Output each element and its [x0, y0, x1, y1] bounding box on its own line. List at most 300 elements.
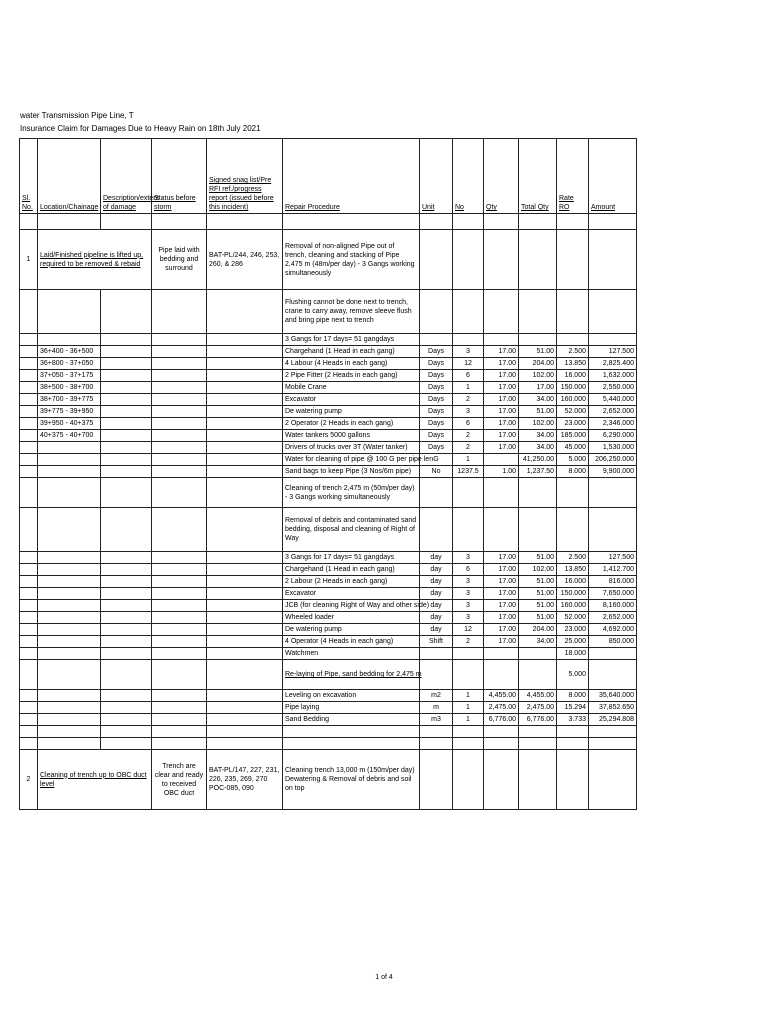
- empty-cell: [152, 738, 207, 750]
- header-row: [20, 139, 637, 214]
- empty-cell: [38, 576, 101, 588]
- empty-cell: [152, 660, 207, 690]
- table-row: [20, 442, 637, 454]
- empty-cell: [557, 508, 589, 552]
- item2-description: Cleaning of trench up to OBC duct level: [38, 750, 152, 810]
- empty-cell: [101, 508, 152, 552]
- amount-cell: 850.000: [589, 636, 637, 648]
- rate-cell: 23.000: [557, 624, 589, 636]
- repair-cell: Mobile Crane: [283, 382, 420, 394]
- empty-cell: [589, 750, 637, 810]
- empty-cell: [38, 612, 101, 624]
- total-qty-cell: 102.00: [519, 370, 557, 382]
- table-row: [20, 612, 637, 624]
- empty-cell: [589, 738, 637, 750]
- empty-cell: [152, 370, 207, 382]
- qty-cell: [484, 648, 519, 660]
- total-qty-cell: 2,475.00: [519, 702, 557, 714]
- qty-cell: 17.00: [484, 612, 519, 624]
- table-row: [20, 466, 637, 478]
- empty-cell: [20, 636, 38, 648]
- rate-cell: 185.000: [557, 430, 589, 442]
- unit-cell: No: [420, 466, 453, 478]
- qty-cell: 17.00: [484, 552, 519, 564]
- empty-cell: [207, 714, 283, 726]
- empty-cell: [101, 358, 152, 370]
- empty-cell: [420, 726, 453, 738]
- total-qty-cell: 4,455.00: [519, 690, 557, 702]
- empty-cell: [101, 552, 152, 564]
- repair-cell: 4 Labour (4 Heads in each gang): [283, 358, 420, 370]
- table-row: [20, 454, 637, 466]
- table-row: [20, 406, 637, 418]
- table-row: [20, 418, 637, 430]
- empty-cell: [152, 690, 207, 702]
- item2-snag: BAT-PL/147, 227, 231, 226, 235, 269, 270 POC-085, 090: [207, 750, 283, 810]
- empty-cell: [283, 726, 420, 738]
- qty-cell: 17.00: [484, 564, 519, 576]
- empty-cell: [152, 726, 207, 738]
- item1-sl: 1: [20, 230, 38, 290]
- empty-cell: [101, 418, 152, 430]
- amount-cell: 4,692.000: [589, 624, 637, 636]
- empty-cell: [20, 648, 38, 660]
- empty-cell: [101, 636, 152, 648]
- blank-row: [20, 726, 637, 738]
- empty-cell: [453, 750, 484, 810]
- location-cell: 37+050 - 37+175: [38, 370, 101, 382]
- empty-cell: [20, 702, 38, 714]
- empty-cell: [207, 564, 283, 576]
- rate-cell: 150.000: [557, 382, 589, 394]
- repair-cell: Drivers of trucks over 3T (Water tanker): [283, 442, 420, 454]
- unit-cell: Days: [420, 382, 453, 394]
- cleaning-note: Cleaning of trench 2,475 m (50m/per day) - 3 Gangs working simultaneously: [283, 478, 420, 508]
- empty-cell: [207, 576, 283, 588]
- table-row: [20, 624, 637, 636]
- rate-cell: 45.000: [557, 442, 589, 454]
- empty-cell: [207, 690, 283, 702]
- qty-cell: 17.00: [484, 442, 519, 454]
- empty-cell: [20, 588, 38, 600]
- unit-cell: day: [420, 552, 453, 564]
- empty-cell: [152, 346, 207, 358]
- empty-cell: [420, 508, 453, 552]
- header-no: No: [453, 139, 484, 214]
- empty-cell: [20, 478, 38, 508]
- empty-cell: [20, 600, 38, 612]
- empty-cell: [101, 624, 152, 636]
- empty-cell: [283, 738, 420, 750]
- repair-cell: Leveling on excavation: [283, 690, 420, 702]
- no-cell: 6: [453, 418, 484, 430]
- empty-cell: [101, 648, 152, 660]
- item1-description: Laid/Finished pipeline is lifted up, required to be removed & rebaid: [38, 230, 152, 290]
- empty-cell: [20, 552, 38, 564]
- empty-cell: [152, 648, 207, 660]
- empty-cell: [38, 714, 101, 726]
- amount-cell: 1,412.700: [589, 564, 637, 576]
- repair-cell: Wheeled loader: [283, 612, 420, 624]
- amount-cell: 9,900.000: [589, 466, 637, 478]
- repair-cell: JCB (for cleaning Right of Way and other side): [283, 600, 420, 612]
- rate-cell: 18.000: [557, 648, 589, 660]
- empty-cell: [589, 726, 637, 738]
- empty-cell: [101, 738, 152, 750]
- amount-cell: 1,530.000: [589, 442, 637, 454]
- table-row: [20, 394, 637, 406]
- header-qty: Qty: [484, 139, 519, 214]
- empty-cell: [20, 660, 38, 690]
- empty-cell: [152, 454, 207, 466]
- empty-cell: [453, 478, 484, 508]
- total-qty-cell: 34.00: [519, 394, 557, 406]
- repair-cell: Excavator: [283, 588, 420, 600]
- rate-cell: 8.000: [557, 690, 589, 702]
- empty-cell: [101, 394, 152, 406]
- gangs-note: 3 Gangs for 17 days= 51 gangdays: [283, 334, 420, 346]
- no-cell: 1: [453, 454, 484, 466]
- qty-cell: 17.00: [484, 394, 519, 406]
- no-cell: 12: [453, 624, 484, 636]
- repair-cell: Chargehand (1 Head in each gang): [283, 346, 420, 358]
- empty-cell: [20, 612, 38, 624]
- amount-cell: 35,640.000: [589, 690, 637, 702]
- amount-cell: 2,346.000: [589, 418, 637, 430]
- location-cell: [38, 442, 101, 454]
- empty-cell: [38, 564, 101, 576]
- qty-cell: 17.00: [484, 600, 519, 612]
- no-cell: 2: [453, 394, 484, 406]
- empty-cell: [207, 636, 283, 648]
- no-cell: [453, 648, 484, 660]
- amount-cell: [589, 648, 637, 660]
- empty-cell: [207, 588, 283, 600]
- empty-cell: [38, 702, 101, 714]
- no-cell: 2: [453, 430, 484, 442]
- repair-cell: De watering pump: [283, 624, 420, 636]
- repair-cell: Excavator: [283, 394, 420, 406]
- empty-cell: [152, 466, 207, 478]
- unit-cell: m3: [420, 714, 453, 726]
- total-qty-cell: 51.00: [519, 612, 557, 624]
- item2-row: [20, 750, 637, 810]
- table-row: [20, 564, 637, 576]
- empty-cell: [420, 738, 453, 750]
- empty-cell: [152, 418, 207, 430]
- empty-cell: [152, 406, 207, 418]
- empty-cell: [101, 382, 152, 394]
- no-cell: 12: [453, 358, 484, 370]
- amount-cell: 7,650.000: [589, 588, 637, 600]
- header-sl: Sl. No.: [20, 139, 38, 214]
- empty-cell: [519, 726, 557, 738]
- table-row: [20, 382, 637, 394]
- relaying-row: [20, 660, 637, 690]
- empty-cell: [207, 406, 283, 418]
- no-cell: 3: [453, 588, 484, 600]
- qty-cell: 4,455.00: [484, 690, 519, 702]
- no-cell: 1: [453, 702, 484, 714]
- total-qty-cell: 17.00: [519, 382, 557, 394]
- empty-cell: [38, 726, 101, 738]
- empty-cell: [152, 358, 207, 370]
- item1-snag: BAT-PL/244, 246, 253, 260, & 286: [207, 230, 283, 290]
- unit-cell: Days: [420, 430, 453, 442]
- location-cell: 39+950 - 40+375: [38, 418, 101, 430]
- empty-cell: [557, 750, 589, 810]
- unit-cell: Days: [420, 394, 453, 406]
- unit-cell: day: [420, 612, 453, 624]
- unit-cell: [420, 648, 453, 660]
- unit-cell: G: [420, 454, 453, 466]
- empty-cell: [38, 636, 101, 648]
- claim-table: [19, 138, 637, 810]
- empty-cell: [101, 454, 152, 466]
- rate-cell: 8.000: [557, 466, 589, 478]
- empty-cell: [101, 726, 152, 738]
- empty-cell: [20, 576, 38, 588]
- empty-cell: [557, 738, 589, 750]
- flushing-row: [20, 290, 637, 334]
- repair-cell: 2 Operator (2 Heads in each gang): [283, 418, 420, 430]
- unit-cell: Days: [420, 346, 453, 358]
- table-row: [20, 358, 637, 370]
- total-qty-cell: 51.00: [519, 552, 557, 564]
- empty-cell: [38, 552, 101, 564]
- rate-cell: 13.850: [557, 358, 589, 370]
- item2-repair: Cleaning trench 13,000 m (150m/per day) Dewatering & Removal of debris and soil on top: [283, 750, 420, 810]
- empty-cell: [20, 738, 38, 750]
- empty-cell: [38, 624, 101, 636]
- cleaning-row: [20, 478, 637, 508]
- rate-cell: 160.000: [557, 600, 589, 612]
- total-qty-cell: 102.00: [519, 564, 557, 576]
- empty-cell: [207, 466, 283, 478]
- repair-cell: Sand Bedding: [283, 714, 420, 726]
- empty-cell: [207, 346, 283, 358]
- qty-cell: 17.00: [484, 346, 519, 358]
- header-total-qty: Total Qty: [519, 139, 557, 214]
- empty-cell: [557, 478, 589, 508]
- no-cell: 2: [453, 636, 484, 648]
- total-qty-cell: 102.00: [519, 418, 557, 430]
- unit-cell: Shift: [420, 636, 453, 648]
- rate-cell: 16.000: [557, 370, 589, 382]
- empty-cell: [207, 600, 283, 612]
- empty-cell: [152, 702, 207, 714]
- qty-cell: 17.00: [484, 576, 519, 588]
- empty-cell: [152, 442, 207, 454]
- empty-cell: [101, 478, 152, 508]
- empty-cell: [152, 564, 207, 576]
- spacer-row: [20, 738, 637, 750]
- sl-cell: [20, 406, 38, 418]
- sl-cell: [20, 430, 38, 442]
- sl-cell: [20, 466, 38, 478]
- empty-cell: [101, 600, 152, 612]
- empty-cell: [101, 370, 152, 382]
- header-repair: Repair Procedure: [283, 139, 420, 214]
- empty-cell: [207, 394, 283, 406]
- empty-cell: [38, 660, 101, 690]
- empty-cell: [152, 430, 207, 442]
- qty-cell: 17.00: [484, 382, 519, 394]
- empty-cell: [207, 624, 283, 636]
- empty-cell: [589, 660, 637, 690]
- empty-cell: [152, 636, 207, 648]
- amount-cell: 6,290.000: [589, 430, 637, 442]
- repair-cell: De watering pump: [283, 406, 420, 418]
- empty-cell: [152, 478, 207, 508]
- empty-cell: [207, 430, 283, 442]
- sl-cell: [20, 454, 38, 466]
- total-qty-cell: 41,250.00: [519, 454, 557, 466]
- unit-cell: Days: [420, 370, 453, 382]
- qty-cell: 17.00: [484, 358, 519, 370]
- empty-cell: [152, 576, 207, 588]
- total-qty-cell: 1,237.50: [519, 466, 557, 478]
- empty-cell: [484, 660, 519, 690]
- no-cell: 3: [453, 612, 484, 624]
- location-cell: 38+700 - 39+775: [38, 394, 101, 406]
- total-qty-cell: 51.00: [519, 346, 557, 358]
- empty-cell: [207, 370, 283, 382]
- amount-cell: 5,440.000: [589, 394, 637, 406]
- empty-cell: [207, 478, 283, 508]
- unit-cell: m: [420, 702, 453, 714]
- table-row: [20, 636, 637, 648]
- total-qty-cell: 34.00: [519, 430, 557, 442]
- empty-cell: [101, 430, 152, 442]
- table-row: [20, 588, 637, 600]
- sl-cell: [20, 418, 38, 430]
- rate-cell: 2.500: [557, 552, 589, 564]
- empty-cell: [101, 466, 152, 478]
- empty-cell: [101, 588, 152, 600]
- amount-cell: 2,652.000: [589, 406, 637, 418]
- rate-cell: 52.000: [557, 406, 589, 418]
- item2-status: Trench are clear and ready to received OBC duct: [152, 750, 207, 810]
- empty-cell: [152, 714, 207, 726]
- no-cell: 3: [453, 576, 484, 588]
- empty-cell: [101, 346, 152, 358]
- empty-cell: [484, 478, 519, 508]
- empty-cell: [101, 442, 152, 454]
- location-cell: 40+375 - 40+700: [38, 430, 101, 442]
- amount-cell: 1,632.000: [589, 370, 637, 382]
- no-cell: 3: [453, 346, 484, 358]
- empty-cell: [519, 738, 557, 750]
- no-cell: 1: [453, 690, 484, 702]
- sl-cell: [20, 382, 38, 394]
- empty-cell: [101, 660, 152, 690]
- gangs-row: [20, 334, 637, 346]
- removal-row: [20, 508, 637, 552]
- qty-cell: 17.00: [484, 624, 519, 636]
- unit-cell: Days: [420, 442, 453, 454]
- qty-cell: 17.00: [484, 430, 519, 442]
- empty-cell: [101, 612, 152, 624]
- no-cell: 3: [453, 600, 484, 612]
- total-qty-cell: 204.00: [519, 624, 557, 636]
- total-qty-cell: 34.00: [519, 442, 557, 454]
- no-cell: 3: [453, 552, 484, 564]
- empty-cell: [101, 714, 152, 726]
- qty-cell: 17.00: [484, 418, 519, 430]
- qty-cell: [484, 454, 519, 466]
- table-row: [20, 346, 637, 358]
- sl-cell: [20, 442, 38, 454]
- total-qty-cell: 51.00: [519, 600, 557, 612]
- empty-cell: [207, 358, 283, 370]
- header-rate: Rate RO: [557, 139, 589, 214]
- unit-cell: day: [420, 564, 453, 576]
- empty-cell: [38, 738, 101, 750]
- document-title: water Transmission Pipe Line, T: [20, 111, 134, 120]
- no-cell: 6: [453, 564, 484, 576]
- table-row: [20, 690, 637, 702]
- rate-cell: 15.294: [557, 702, 589, 714]
- empty-cell: [38, 648, 101, 660]
- empty-cell: [453, 508, 484, 552]
- empty-cell: [38, 600, 101, 612]
- spacer-row: [20, 214, 637, 230]
- table-row: [20, 576, 637, 588]
- table-row: [20, 430, 637, 442]
- sl-cell: [20, 358, 38, 370]
- location-cell: 39+775 - 39+950: [38, 406, 101, 418]
- unit-cell: day: [420, 576, 453, 588]
- empty-cell: [152, 382, 207, 394]
- unit-cell: Days: [420, 418, 453, 430]
- qty-cell: 6,776.00: [484, 714, 519, 726]
- location-cell: [38, 454, 101, 466]
- empty-cell: [519, 478, 557, 508]
- relaying-label: Re-laying of Pipe, sand bedding for 2,475 m: [283, 660, 420, 690]
- sl-cell: [20, 394, 38, 406]
- qty-cell: 2,475.00: [484, 702, 519, 714]
- unit-cell: day: [420, 588, 453, 600]
- header-unit: Unit: [420, 139, 453, 214]
- unit-cell: m2: [420, 690, 453, 702]
- no-cell: 1: [453, 382, 484, 394]
- empty-cell: [420, 660, 453, 690]
- empty-cell: [101, 564, 152, 576]
- item1-row: [20, 230, 637, 290]
- no-cell: 3: [453, 406, 484, 418]
- qty-cell: 17.00: [484, 636, 519, 648]
- empty-cell: [484, 726, 519, 738]
- amount-cell: 2,652.000: [589, 612, 637, 624]
- total-qty-cell: 51.00: [519, 588, 557, 600]
- empty-cell: [20, 508, 38, 552]
- table-row: [20, 648, 637, 660]
- flushing-note: Flushing cannot be done next to trench, crane to carry away, remove sleeve flush and bring pipe next to trench: [283, 290, 420, 334]
- empty-cell: [207, 702, 283, 714]
- repair-cell: 4 Operator (4 Heads in each gang): [283, 636, 420, 648]
- header-location: Location/Chainage: [38, 139, 101, 214]
- empty-cell: [207, 612, 283, 624]
- table-row: [20, 600, 637, 612]
- total-qty-cell: 204.00: [519, 358, 557, 370]
- repair-cell: 2 Pipe Fitter (2 Heads in each gang): [283, 370, 420, 382]
- amount-cell: 37,852.650: [589, 702, 637, 714]
- rate-cell: 3.733: [557, 714, 589, 726]
- rate-cell: 16.000: [557, 576, 589, 588]
- unit-cell: Days: [420, 358, 453, 370]
- empty-cell: [207, 552, 283, 564]
